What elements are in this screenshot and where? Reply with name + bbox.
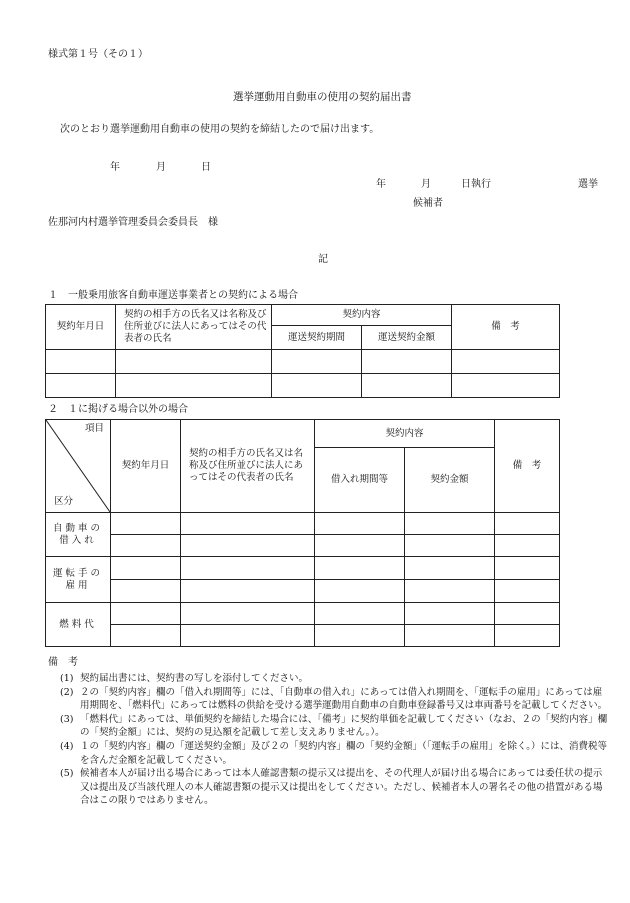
note-item [60,672,608,686]
s2-header-category: 区分 [54,495,74,507]
table-row [46,374,560,398]
s2-cell[interactable] [495,603,560,625]
row-label-vehicle: 自動車の借入れ [46,513,111,557]
s2-cell[interactable] [495,625,560,647]
s1-cell[interactable] [362,350,452,374]
s1-header-remarks: 備 考 [452,305,560,350]
section1-table [45,304,560,398]
s2-cell[interactable] [315,603,405,625]
note-text: １の「契約内容」欄の「運送契約金額」及び２の「契約内容」欄の「契約金額」（「運転手の雇用」を除く。）には、消費税等を含んだ金額を記載してください。 [80,740,608,766]
s2-cell[interactable] [111,580,181,603]
election-year: 年 [376,179,386,190]
s2-cell[interactable] [181,625,315,647]
s2-header-party: 契約の相手方の氏名又は名称及び住所並びに法人にあってはその代表者の氏名 [181,420,315,513]
s2-header-diagonal [46,420,111,513]
s1-cell[interactable] [46,374,116,398]
section2-table [45,419,560,647]
s1-cell[interactable] [116,350,272,374]
note-text: 契約届出書には、契約書の写しを添付してください。 [80,673,309,684]
s2-cell[interactable] [181,603,315,625]
s2-header-item: 項目 [84,423,104,434]
s1-header-party: 契約の相手方の氏名又は名称及び住所並びに法人にあってはその代表者の氏名 [116,305,272,350]
s2-cell[interactable] [315,513,405,535]
s2-cell[interactable] [315,625,405,647]
election-day-exec: 日執行 [461,179,491,190]
s1-cell[interactable] [452,350,560,374]
note-number: (1) [60,673,74,684]
date-month: 月 [156,162,166,173]
s1-cell[interactable] [272,374,362,398]
page-title: 選挙運動用自動車の使用の契約届出書 [233,91,412,103]
s2-header-amount: 契約金額 [405,448,495,513]
s1-cell[interactable] [272,350,362,374]
note-text: 候補者本人が届け出る場合にあっては本人確認書類の提示又は提出を、その代理人が届け出る場合にあっては委任状の提示又は提出及び当該代理人の本人確認書類の提示又は提出をしてください。ただし、候補者本人の署名その他の措置がある場合はこの限りではありません。 [80,768,603,807]
note-item [60,686,608,713]
row-label-fuel: 燃料代 [46,603,111,647]
s2-cell[interactable] [405,535,495,557]
s2-cell[interactable] [181,513,315,535]
s1-header-contents: 契約内容 [272,305,452,326]
election-month: 月 [421,179,431,190]
note-text: ２の「契約内容」欄の「借入れ期間等」には、「自動車の借入れ」にあっては借入れ期間を、「運転手の雇用」にあっては雇用期間を、「燃料代」にあっては燃料の供給を受ける選挙運動用自動車の自動車登録番号又は車両番号を記載してください。 [80,686,608,712]
s2-header-period: 借入れ期間等 [315,448,405,513]
s1-header-amount: 運送契約金額 [362,326,452,350]
s1-cell[interactable] [452,374,560,398]
notes-list [48,672,608,808]
s2-cell[interactable] [111,557,181,580]
s2-cell[interactable] [181,535,315,557]
s2-cell[interactable] [405,513,495,535]
note-number: (5) [60,768,74,780]
s2-cell[interactable] [405,557,495,580]
s2-cell[interactable] [405,580,495,603]
notes-heading: 備 考 [48,657,78,668]
note-number: (2) [60,686,74,698]
s2-cell[interactable] [111,535,181,557]
s1-header-date: 契約年月日 [46,305,116,350]
s2-header-remarks: 備 考 [495,420,560,513]
form-number: 様式第１号（その１） [48,49,148,60]
s2-cell[interactable] [495,580,560,603]
s2-cell[interactable] [405,603,495,625]
s2-cell[interactable] [495,557,560,580]
s1-cell[interactable] [116,374,272,398]
s2-cell[interactable] [111,603,181,625]
s2-cell[interactable] [315,580,405,603]
s2-cell[interactable] [315,557,405,580]
table-row [46,350,560,374]
intro-text: 次のとおり選挙運動用自動車の使用の契約を締結したので届け出ます。 [60,124,380,135]
note-number: (4) [60,740,74,752]
date-year: 年 [110,162,120,173]
s1-cell[interactable] [362,374,452,398]
s2-cell[interactable] [181,580,315,603]
s2-cell[interactable] [111,513,181,535]
s2-cell[interactable] [181,557,315,580]
ki-mark: 記 [318,254,328,265]
addressee: 佐那河内村選挙管理委員会委員長 様 [48,217,218,228]
section2-heading: ２ １に掲げる場合以外の場合 [48,404,188,415]
note-number: (3) [60,713,74,725]
s2-header-date: 契約年月日 [111,420,181,513]
s2-cell[interactable] [111,625,181,647]
note-item [60,713,608,740]
note-text: 「燃料代」にあっては、単価契約を締結した場合には、「備考」に契約単価を記載してください（なお、２の「契約内容」欄の「契約金額」には、契約の見込額を記載して差し支えありません。）。 [80,713,608,739]
s1-cell[interactable] [46,350,116,374]
s2-cell[interactable] [495,535,560,557]
s2-cell[interactable] [315,535,405,557]
s2-cell[interactable] [405,625,495,647]
candidate-label: 候補者 [413,198,443,209]
date-day: 日 [201,162,211,173]
row-label-driver: 運転手の雇用 [46,557,111,603]
section1-heading: １ 一般乗用旅客自動車運送事業者との契約による場合 [48,290,298,301]
s2-header-contents: 契約内容 [315,420,495,448]
s2-cell[interactable] [495,513,560,535]
note-item [60,740,608,767]
s1-header-period: 運送契約期間 [272,326,362,350]
election-label: 選挙 [578,179,598,190]
note-item [60,767,608,808]
